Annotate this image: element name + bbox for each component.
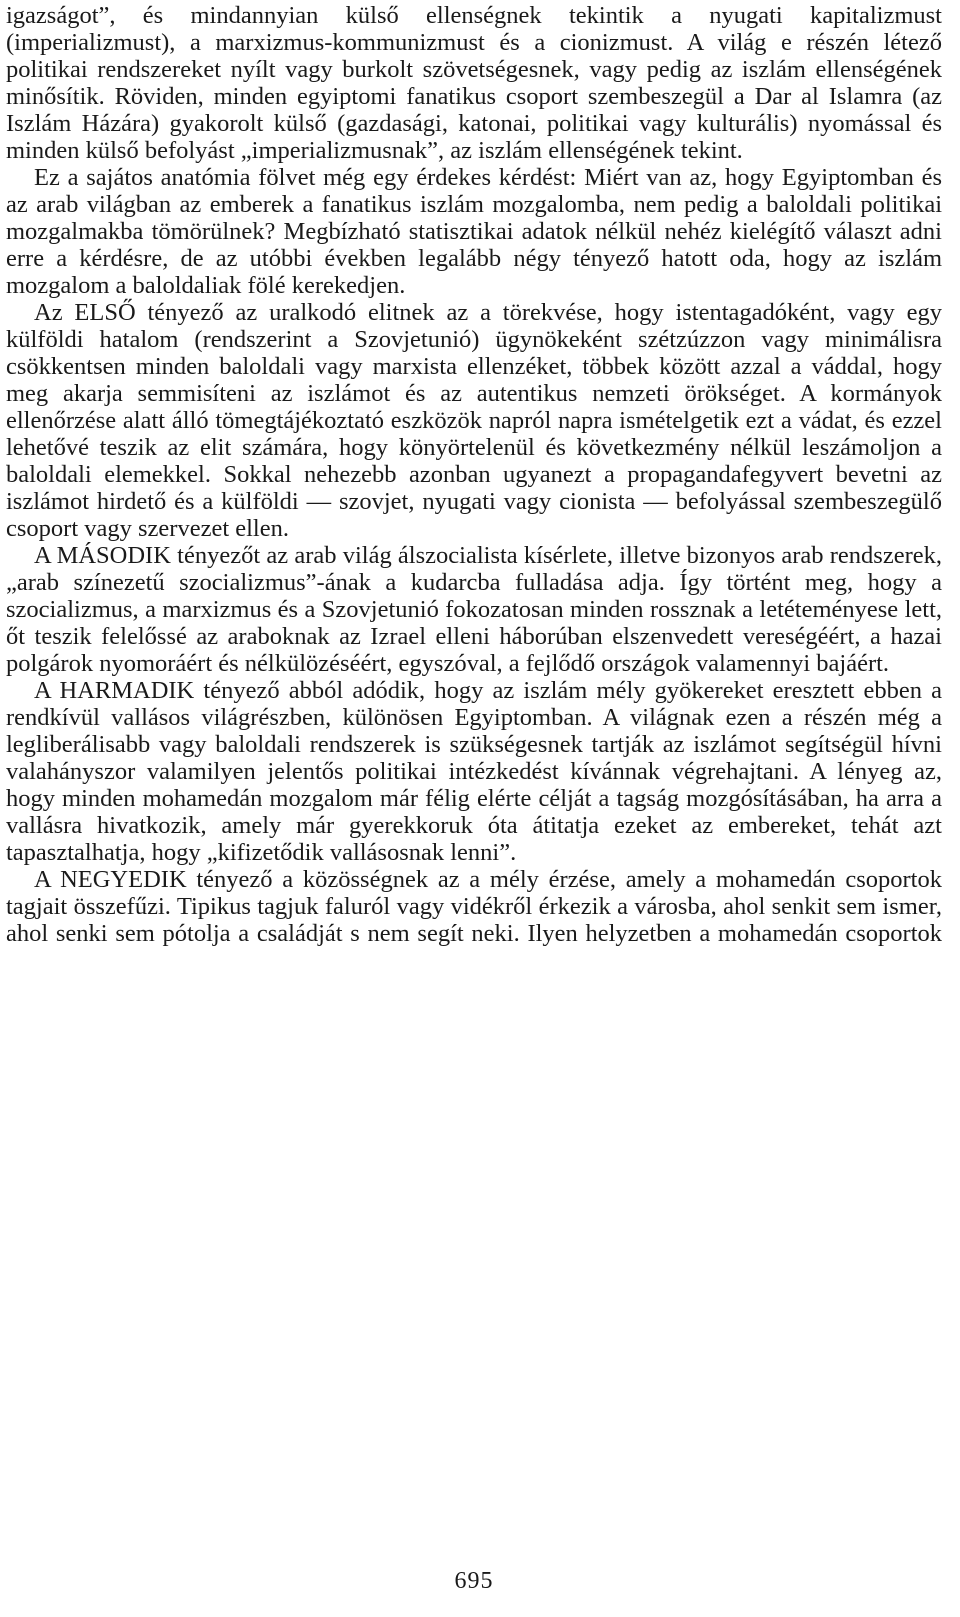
document-page — [6, 0, 942, 1617]
paragraph-5: A HARMADIK tényező abból adódik, hogy az iszlám mély gyökereket eresztett ebben a rendkívül vallásos világrészben, különösen Egyiptomban. A világnak ezen a részén még a legliberálisabb vagy baloldali rendszerek is szükségesnek tartják az iszlámot segítségül hívni valahányszor valamilyen jelentős politikai intézkedést kívánnak végrehajtani. A lényeg az, hogy minden mohamedán mozgalom már félig elérte célját a tagság mozgósításában, ha arra a vallásra hivatkozik, amely már gyerekkoruk óta átitatja ezeket az embereket, tehát azt tapasztalhatja, hogy „kifizetődik vallásosnak lenni”. — [6, 677, 942, 866]
paragraph-4: A MÁSODIK tényezőt az arab világ álszocialista kísérlete, illetve bizonyos arab rendszerek, „arab színezetű szocializmus”-ának a kudarcba fulladása adja. Így történt meg, hogy a szocializmus, a marxizmus és a Szovjetunió fokozatosan minden rossznak a letéteményese lett, őt teszik felelőssé az araboknak az Izrael elleni háborúban elszenvedett vereségéért, a hazai polgárok nyomoráért és nélkülözéséért, egyszóval, a fejlődő országok valamennyi bajáért. — [6, 542, 942, 677]
paragraph-3: Az ELSŐ tényező az uralkodó elitnek az a törekvése, hogy istentagadóként, vagy egy külföldi hatalom (rendszerint a Szovjetunió) ügynökeként szétzúzzon vagy minimálisra csökkentsen minden baloldali vagy marxista ellenzéket, többek között azzal a váddal, hogy meg akarja semmisíteni az iszlámot és az autentikus nemzeti örökséget. A kormányok ellenőrzése alatt álló tömegtájékoztató eszközök napról napra ismételgetik ezt a vádat, és ezzel lehetővé teszik az elit számára, hogy könyörtelenül és következmény nélkül leszámoljon a baloldali elemekkel. Sokkal nehezebb azonban ugyanezt a propagandafegyvert bevetni az iszlámot hirdető és a külföldi — szovjet, nyugati vagy cionista — befolyással szembeszegülő csoport vagy szervezet ellen. — [6, 299, 942, 542]
text-body — [6, 2, 942, 947]
page-number: 695 — [454, 1568, 494, 1594]
paragraph-1: igazságot”, és mindannyian külső ellenségnek tekintik a nyugati kapitalizmust (imperializmust), a marxizmus-kommunizmust és a cionizmust. A világ e részén létező politikai rendszereket nyílt vagy burkolt szövetségesnek, vagy pedig az iszlám ellenségének minősítik. Röviden, minden egyiptomi fanatikus csoport szembeszegül a Dar al Islamra (az Iszlám Házára) gyakorolt külső (gazdasági, katonai, politikai vagy kulturális) nyomással és minden külső befolyást „imperializmusnak”, az iszlám ellenségének tekint. — [6, 2, 942, 164]
paragraph-6: A NEGYEDIK tényező a közösségnek az a mély érzése, amely a mohamedán csoportok tagjait összefűzi. Tipikus tagjuk faluról vagy vidékről érkezik a városba, ahol senkit sem ismer, ahol senki sem pótolja a családját s nem segít neki. Ilyen helyzetben a mohamedán csoportok — [6, 866, 942, 947]
paragraph-2: Ez a sajátos anatómia fölvet még egy érdekes kérdést: Miért van az, hogy Egyiptomban és az arab világban az emberek a fanatikus iszlám mozgalomba, nem pedig a baloldali politikai mozgalmakba tömörülnek? Megbízható statisztikai adatok nélkül nehéz kielégítő választ adni erre a kérdésre, de az utóbbi években legalább négy tényező hatott oda, hogy az iszlám mozgalom a baloldaliak fölé kerekedjen. — [6, 164, 942, 299]
